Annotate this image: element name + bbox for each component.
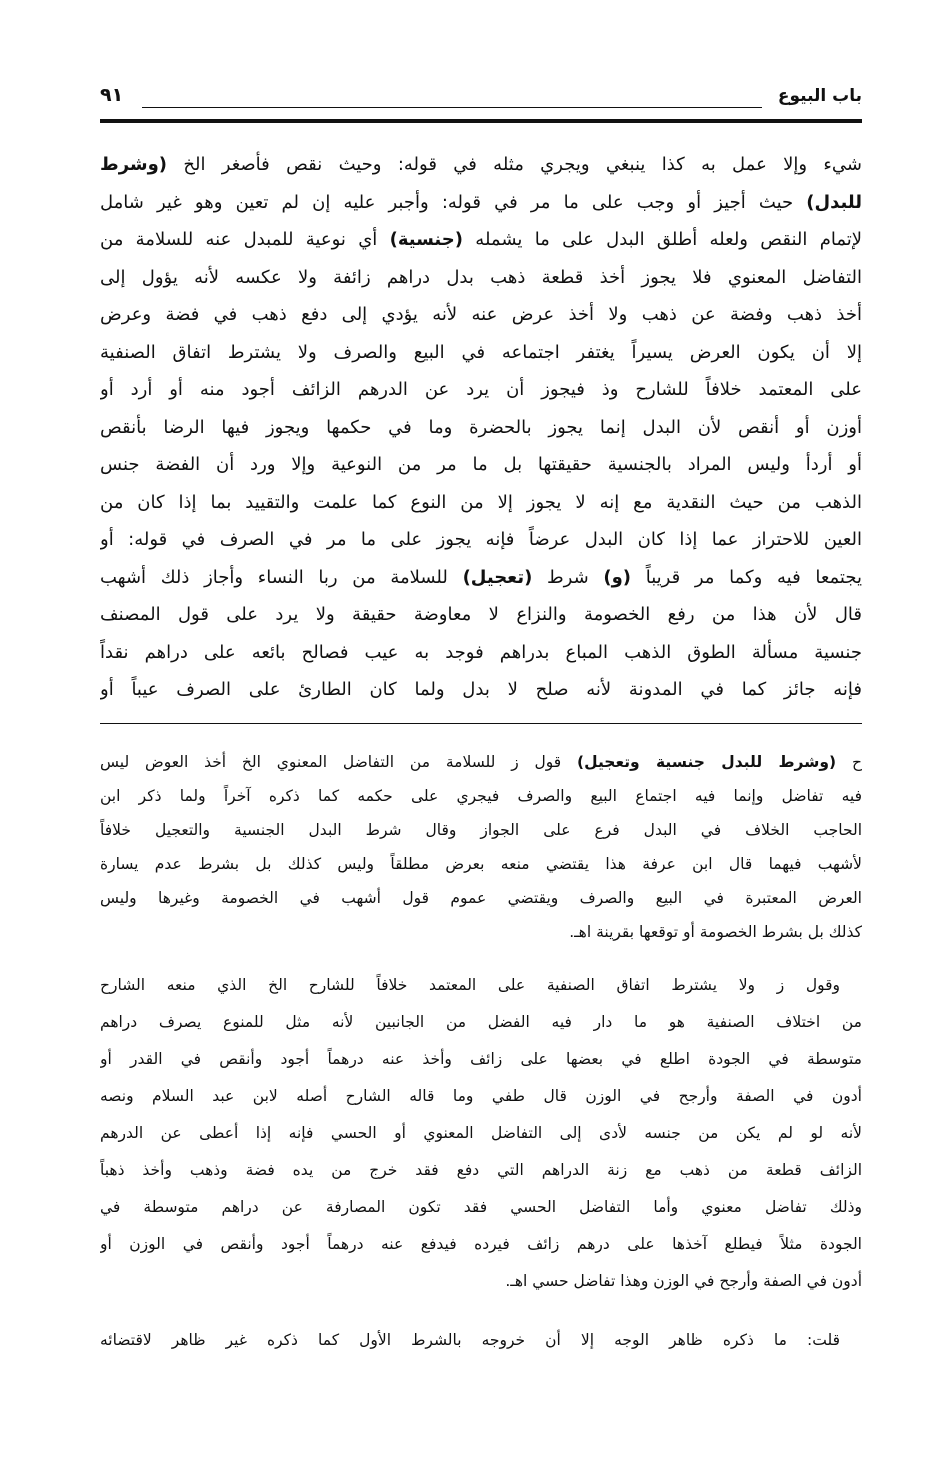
text-line	[100, 184, 862, 222]
text-line	[100, 1226, 862, 1263]
text-line	[100, 847, 862, 881]
text-segment: التفاضل المعنوي فلا يجوز أخذ قطعة ذهب بدل دراهم زائفة ولا عكسه لأنه يؤول إلى	[100, 266, 862, 288]
bold-matn-quote: (جنسية)	[389, 229, 463, 250]
text-line	[100, 1004, 862, 1041]
text-line	[100, 484, 862, 522]
text-line	[100, 1189, 862, 1226]
text-segment: العين للاحتراز عما إذا كان البدل عرضاً فإنه يجوز على ما مر في الصرف في قوله: أو	[100, 529, 862, 550]
text-line	[100, 221, 862, 259]
bold-matn-quote: للبدل)	[806, 191, 862, 213]
footnote-paragraph-3	[100, 1322, 862, 1359]
text-line	[100, 521, 862, 559]
text-line	[100, 881, 862, 915]
header-rule	[142, 107, 762, 108]
text-segment: وذلك تفاضل معنوي وأما التفاضل الحسي فقد تكون المصارفة عن دراهم متوسطة في	[100, 1198, 862, 1216]
bold-matn-quote: (تعجيل)	[462, 566, 533, 588]
text-line	[100, 446, 862, 484]
text-line	[100, 915, 862, 949]
text-segment: أدون في الصفة وأرجح في الوزن قال طفي وما قاله الشارح أصله لابن عبد السلام ونصه	[100, 1087, 862, 1105]
bold-matn-quote: (و)	[603, 566, 632, 588]
running-header	[100, 86, 862, 116]
text-line	[100, 779, 862, 813]
text-segment: أدون في الصفة وأرجح في الوزن وهذا تفاضل حسي اهـ.	[505, 1272, 862, 1290]
text-line	[100, 1322, 862, 1359]
text-segment: لأشهب فيهما قال ابن عرفة هذا يقتضي منعه بعرض مطلقاً وليس كذلك بل بشرط عدم يسارة	[100, 855, 862, 873]
text-segment: لأنه لو لم يكن من جنسه لأدى إلى التفاضل المعنوي أو الحسي فإنه إذا أعطى عن الدرهم	[100, 1124, 862, 1142]
text-segment: فيه تفاضل وإنما فيه اجتماع البيع والصرف فيجري على حكمه كما ذكره آخراً ولما ذكر ابن	[100, 787, 862, 805]
text-line	[100, 1078, 862, 1115]
text-segment: أي نوعية للمبدل عنه للسلامة من	[100, 229, 390, 250]
text-segment: لإتمام النقص ولعله أطلق البدل على ما يشمله	[462, 229, 862, 250]
text-segment: وقول ز ولا يشترط اتفاق الصنفية على المعتمد خلافاً للشارح الخ الذي منعه الشارح	[100, 976, 840, 994]
text-segment: يجتمعا فيه وكما مر قريباً	[631, 566, 862, 588]
text-segment: الجودة مثلاً فيطلع آخذها على درهم زائف فيرده فيدفع عنه درهماً أجود وأنقص في الوزن أو	[100, 1235, 862, 1253]
text-segment: حيث أجيز أو وجب على ما مر في قوله: وأجبر عليه إن لم تعين وهو غير شامل	[100, 191, 807, 213]
text-segment: متوسطة في الجودة اطلع في بعضها على زائف وأخذ عنه درهماً أجود وأنقص في القدر أو	[100, 1050, 862, 1068]
header-divider	[100, 119, 862, 123]
text-segment: أخذ ذهب وفضة عن ذهب ولا أخذ عرض عنه لأنه يؤدي إلى دفع ذهب في فضة وعرض	[100, 304, 862, 325]
text-line	[100, 634, 862, 672]
footnote-text	[100, 745, 862, 949]
text-segment: للسلامة من ربا النساء وأجاز ذلك أشهب	[100, 566, 463, 588]
text-line	[100, 813, 862, 847]
text-segment: أو أردأ وليس المراد بالجنسية حقيقتها بل ما مر من النوعية وإلا ورد أن الفضة جنس	[100, 454, 862, 475]
text-line	[100, 1041, 862, 1078]
page-number: ٩١	[100, 84, 124, 106]
text-segment: ح	[836, 753, 862, 771]
text-segment: قول ز للسلامة من التفاضل المعنوي الخ أخذ العوض ليس	[100, 753, 578, 771]
text-segment: على المعتمد خلافاً للشارح وذ فيجوز أن يرد عن الدرهم الزائف أجود منه أو أرد أو	[100, 379, 862, 400]
text-segment: شيء وإلا عمل به كذا ينبغي ويجري مثله في قوله: وحيث نقص فأصغر الخ	[167, 154, 862, 175]
text-segment: من اختلاف الصنفية هو ما دار فيه الفضل من الجانبين لأنه مثل للمنوع يصرف دراهم	[100, 1013, 862, 1031]
text-segment: الزائف قطعة من ذهب مع زنة الدراهم التي دفع فقد خرج من يده فضة وذهب وأخذ ذهباً	[100, 1161, 862, 1179]
text-segment: فإنه جائز كما في المدونة لأنه صلح لا بدل ولما كان الطارئ على الصرف عيباً أو	[100, 679, 862, 700]
text-line	[100, 671, 862, 709]
main-text	[100, 146, 862, 709]
text-line	[100, 596, 862, 634]
text-line	[100, 296, 862, 334]
footnote-separator	[100, 723, 862, 724]
bold-matn-quote: (وشرط للبدل جنسية وتعجيل)	[577, 753, 837, 771]
text-segment: أوزن أو أنقص لأن البدل إنما يجوز بالحضرة وما في حكمها ويجوز فيها الرضا بأنقص	[100, 416, 862, 438]
text-segment: العرض المعتبرة في البيع والصرف ويقتضي عموم قول أشهب في الخصومة وغيرها وليس	[100, 889, 862, 907]
text-line	[100, 371, 862, 409]
text-line	[100, 409, 862, 447]
text-segment: إلا أن يكون العرض يسيراً يغتفر اجتماعه في البيع والصرف ولا يشترط اتفاق الصنفية	[100, 341, 862, 363]
text-line	[100, 259, 862, 297]
text-line	[100, 146, 862, 184]
text-segment: شرط	[532, 566, 604, 588]
bold-matn-quote: (وشرط	[100, 154, 168, 175]
text-line	[100, 967, 862, 1004]
text-line	[100, 559, 862, 597]
text-segment: قال لأن هذا من رفع الخصومة والنزاع لا معاوضة حقيقة ولا يرد على قول المصنف	[100, 604, 862, 625]
text-segment: الذهب من حيث النقدية مع إنه لا يجوز إلا من النوع كما علمت والتقييد بما إذا كان من	[100, 491, 862, 513]
text-line	[100, 334, 862, 372]
text-line	[100, 1152, 862, 1189]
text-segment: كذلك بل بشرط الخصومة أو توقعها بقرينة اهـ.	[569, 923, 862, 941]
text-line	[100, 1263, 862, 1300]
text-segment: جنسية مسألة الطوق الذهب المباع بدراهم فوجد به عيب فصالح بائعه على دراهم نقداً	[100, 641, 862, 663]
chapter-title: باب البيوع	[777, 86, 862, 106]
text-segment: الحاجب الخلاف في البدل فرع على الجواز وقال شرط البدل الجنسية والتعجيل خلافاً	[100, 821, 862, 839]
text-line	[100, 745, 862, 779]
footnote-paragraph-2	[100, 967, 862, 1300]
text-line	[100, 1115, 862, 1152]
text-segment: قلت: ما ذكره ظاهر الوجه إلا أن خروجه بالشرط الأول كما ذكره غير ظاهر لاقتضائه	[100, 1331, 840, 1349]
